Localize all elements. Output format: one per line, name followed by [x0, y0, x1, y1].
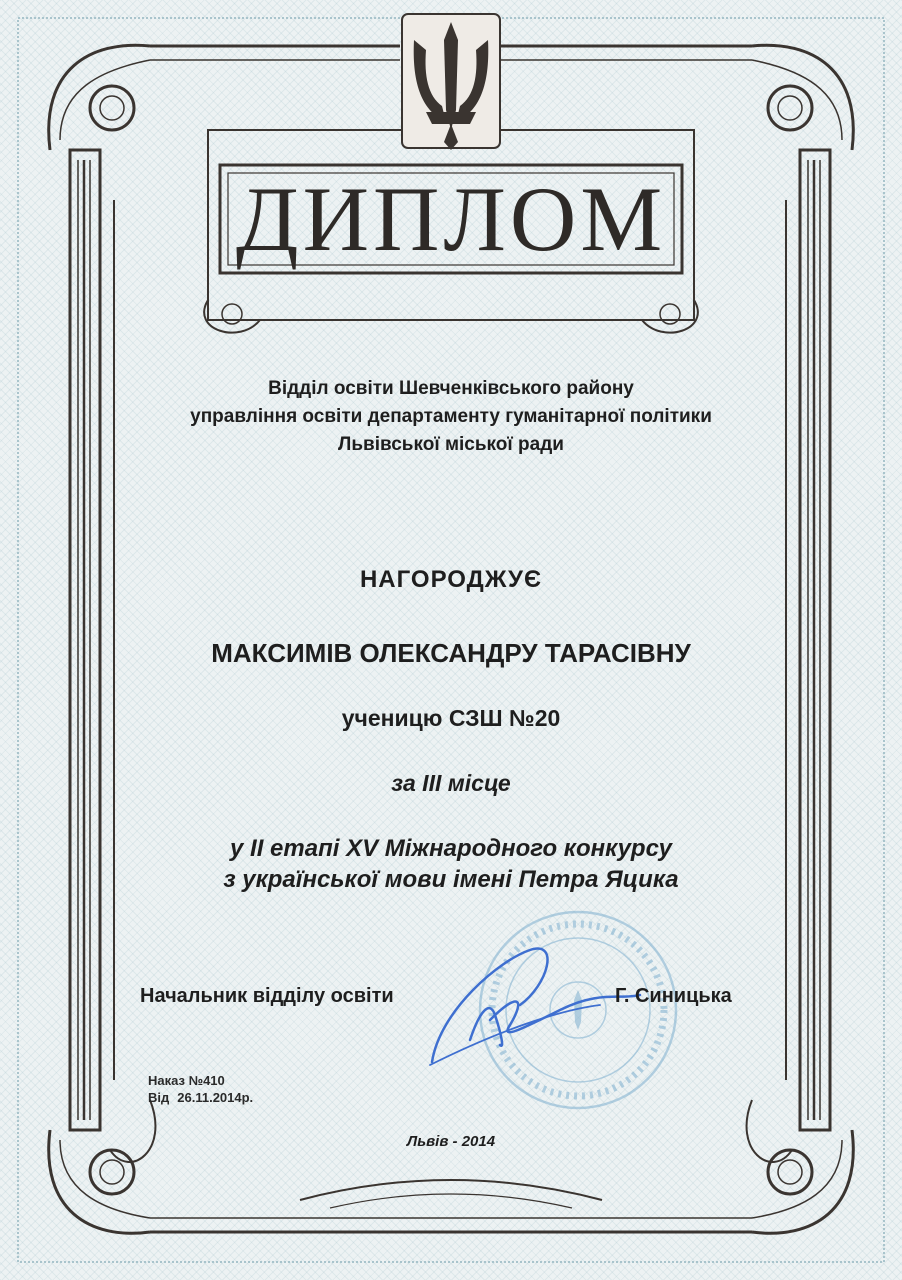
- issuer-line-2: управління освіти департаменту гуманітарної політики: [190, 406, 712, 427]
- student-of-school: ученицю СЗШ №20: [341, 705, 561, 731]
- award-verb: НАГОРОДЖУЄ: [359, 566, 543, 593]
- order-date-label: Від: [148, 1090, 170, 1105]
- issuer-line-3: Львівської міської ради: [338, 434, 564, 455]
- order-date-line: [148, 1090, 253, 1105]
- signatory-name: Г. Синицька: [615, 985, 732, 1007]
- handwritten-signature: [430, 949, 640, 1065]
- trident-emblem-icon: [402, 14, 500, 150]
- contest-line-2: з української мови імені Петра Яцика: [223, 866, 679, 893]
- signatory-position: Начальник відділу освіти: [140, 985, 394, 1007]
- issuer-line-1: Відділ освіти Шевченківського району: [268, 378, 634, 399]
- award-place: за ІІІ місце: [391, 770, 511, 796]
- round-seal-stamp: [480, 912, 676, 1108]
- contest-line-1: у ІІ етапі XV Міжнародного конкурсу: [230, 835, 672, 862]
- city-year: Львів - 2014: [406, 1133, 496, 1150]
- order-date: 26.11.2014р.: [177, 1090, 254, 1105]
- recipient-name: МАКСИМІВ ОЛЕКСАНДРУ ТАРАСІВНУ: [211, 638, 691, 668]
- order-number: Наказ №410: [148, 1073, 225, 1088]
- frame-bottom-band: [150, 1180, 752, 1232]
- diploma-title: ДИПЛОМ: [235, 168, 667, 270]
